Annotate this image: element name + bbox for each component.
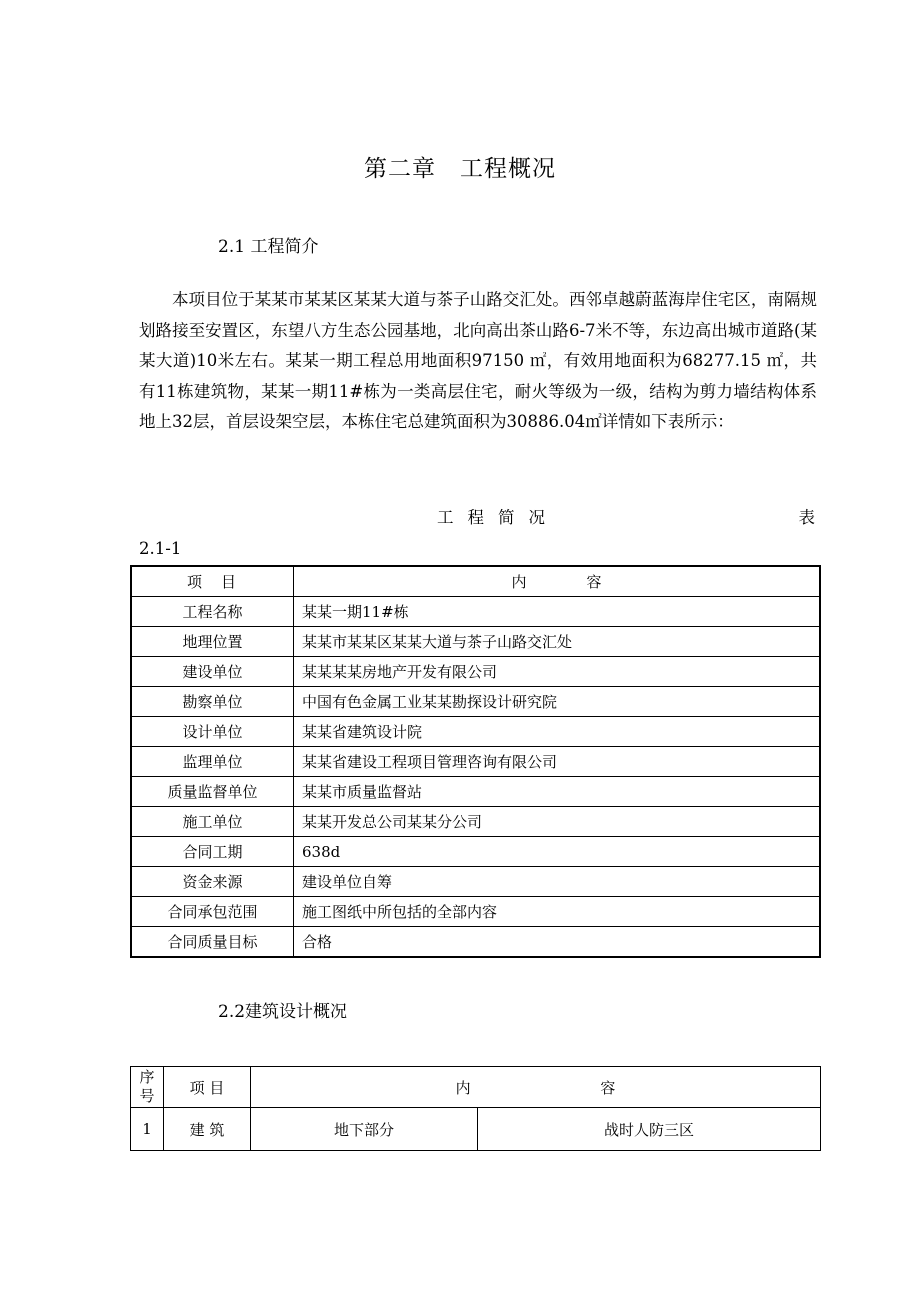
table-row bbox=[131, 597, 820, 627]
project-overview-table bbox=[130, 565, 821, 958]
table-header-row bbox=[131, 1067, 821, 1108]
row-label: 设计单位 bbox=[131, 717, 294, 747]
row-label: 质量监督单位 bbox=[131, 777, 294, 807]
table-row bbox=[131, 747, 820, 777]
header-item: 项 目 bbox=[164, 1067, 251, 1108]
row-value: 某某开发总公司某某分公司 bbox=[294, 807, 821, 837]
row-label: 施工单位 bbox=[131, 807, 294, 837]
section-title-2-1: 2.1 工程简介 bbox=[218, 237, 319, 257]
table-row bbox=[131, 807, 820, 837]
row-value: 某某省建筑设计院 bbox=[294, 717, 821, 747]
row-value: 施工图纸中所包括的全部内容 bbox=[294, 897, 821, 927]
table-row bbox=[131, 627, 820, 657]
chapter-title: 第二章 工程概况 bbox=[364, 156, 556, 182]
row-value: 某某市某某区某某大道与茶子山路交汇处 bbox=[294, 627, 821, 657]
table-row bbox=[131, 837, 820, 867]
row-value: 某某市质量监督站 bbox=[294, 777, 821, 807]
table-row bbox=[131, 927, 820, 958]
table-row bbox=[131, 867, 820, 897]
row-label: 监理单位 bbox=[131, 747, 294, 777]
row-value: 建设单位自筹 bbox=[294, 867, 821, 897]
table-caption-title: 工程简况 bbox=[437, 508, 559, 527]
row-label: 合同工期 bbox=[131, 837, 294, 867]
row-label: 工程名称 bbox=[131, 597, 294, 627]
intro-paragraph-text: 本项目位于某某市某某区某某大道与茶子山路交汇处。西邻卓越蔚蓝海岸住宅区，南隔规划路接至安置区，东望八方生态公园基地，北向高出茶山路6-7米不等，东边高出城市道路(某某大道)10米左右。某某一期工程总用地面积97150 ㎡，有效用地面积为68277.15 ㎡，共有11栋建筑物，某某一期11#栋为一类高层住宅，耐火等级为一级，结构为剪力墙结构体系地上32层，首层设架空层，本栋住宅总建筑面积为30886.04㎡详情如下表所示： bbox=[139, 290, 817, 432]
header-content bbox=[251, 1067, 821, 1108]
row-label: 建设单位 bbox=[131, 657, 294, 687]
intro-paragraph bbox=[139, 285, 817, 438]
row-value: 某某某某房地产开发有限公司 bbox=[294, 657, 821, 687]
row-item: 建 筑 bbox=[164, 1108, 251, 1151]
table-caption-suffix: 表 bbox=[798, 508, 815, 527]
table-number: 2.1-1 bbox=[139, 539, 182, 558]
row-label: 勘察单位 bbox=[131, 687, 294, 717]
header-content: 内 容 bbox=[294, 566, 821, 597]
table-row bbox=[131, 717, 820, 747]
row-label: 资金来源 bbox=[131, 867, 294, 897]
row-label: 合同质量目标 bbox=[131, 927, 294, 958]
architecture-design-table bbox=[130, 1066, 821, 1151]
header-seq bbox=[131, 1067, 164, 1108]
row-value: 某某省建设工程项目管理咨询有限公司 bbox=[294, 747, 821, 777]
row-value: 合格 bbox=[294, 927, 821, 958]
row-label: 合同承包范围 bbox=[131, 897, 294, 927]
row-col-b: 战时人防三区 bbox=[478, 1108, 821, 1151]
header-seq-text: 序号 bbox=[139, 1068, 155, 1105]
header-content-b: 容 bbox=[600, 1078, 616, 1097]
section-title-2-2: 2.2建筑设计概况 bbox=[218, 1002, 348, 1022]
table-row bbox=[131, 1108, 821, 1151]
table-header-row bbox=[131, 566, 820, 597]
table-row bbox=[131, 777, 820, 807]
row-value: 某某一期11#栋 bbox=[294, 597, 821, 627]
table-row bbox=[131, 897, 820, 927]
table-row bbox=[131, 657, 820, 687]
table-row bbox=[131, 687, 820, 717]
header-item: 项 目 bbox=[131, 566, 294, 597]
header-content-a: 内 bbox=[455, 1078, 471, 1097]
row-value: 中国有色金属工业某某勘探设计研究院 bbox=[294, 687, 821, 717]
row-seq: 1 bbox=[131, 1108, 164, 1151]
row-col-a: 地下部分 bbox=[251, 1108, 478, 1151]
row-value: 638d bbox=[294, 837, 821, 867]
row-label: 地理位置 bbox=[131, 627, 294, 657]
